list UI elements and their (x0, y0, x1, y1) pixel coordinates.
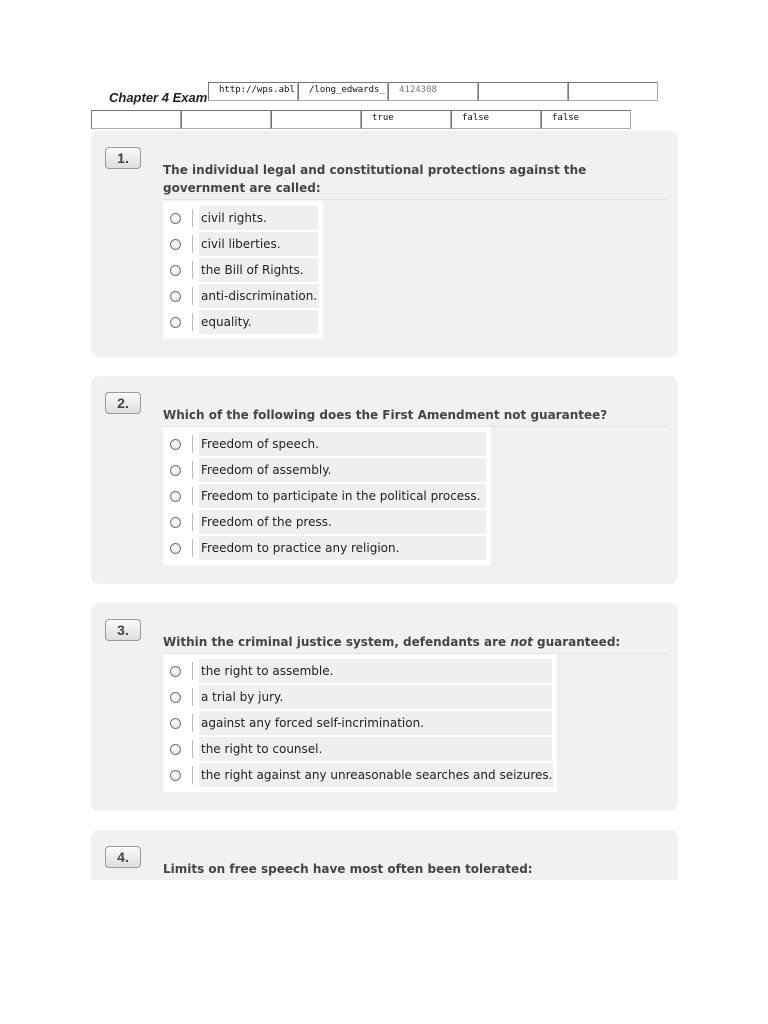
option-label: equality. (199, 310, 318, 334)
question-text-part: Within the criminal justice system, defendants are (163, 635, 511, 649)
radio-button-icon[interactable] (170, 666, 181, 677)
radio-button-icon[interactable] (170, 491, 181, 502)
divider (192, 287, 193, 305)
option-label: Freedom of assembly. (199, 458, 486, 482)
option-row[interactable] (168, 310, 318, 334)
radio-button-icon[interactable] (170, 291, 181, 302)
radio-button-icon[interactable] (170, 265, 181, 276)
radio-button-icon[interactable] (170, 317, 181, 328)
options-list (163, 654, 557, 792)
question-number: 1. (105, 147, 141, 169)
option-label: the Bill of Rights. (199, 258, 318, 282)
option-label: civil liberties. (199, 232, 318, 256)
divider (192, 766, 193, 784)
option-row[interactable] (168, 685, 552, 709)
radio-button-icon[interactable] (170, 770, 181, 781)
option-row[interactable] (168, 432, 486, 456)
option-row[interactable] (168, 737, 552, 761)
option-label: Freedom to participate in the political process. (199, 484, 486, 508)
question-number: 3. (105, 619, 141, 641)
divider (163, 199, 668, 200)
divider (192, 688, 193, 706)
option-label: the right to assemble. (199, 659, 552, 683)
option-label: Freedom of speech. (199, 432, 486, 456)
field-false-1[interactable]: false (451, 110, 541, 129)
question-text: Which of the following does the First Amendment not guarantee? (163, 408, 608, 422)
divider (192, 740, 193, 758)
divider (192, 487, 193, 505)
field-id[interactable]: 4124308 (388, 82, 478, 101)
divider (192, 261, 193, 279)
divider (192, 513, 193, 531)
radio-button-icon[interactable] (170, 543, 181, 554)
option-row[interactable] (168, 659, 552, 683)
option-label: a trial by jury. (199, 685, 552, 709)
radio-button-icon[interactable] (170, 213, 181, 224)
divider (192, 313, 193, 331)
option-label: civil rights. (199, 206, 318, 230)
radio-button-icon[interactable] (170, 744, 181, 755)
field-url-2[interactable]: /long_edwards_ (298, 82, 388, 101)
divider (192, 209, 193, 227)
option-row[interactable] (168, 258, 318, 282)
radio-button-icon[interactable] (170, 439, 181, 450)
question-card-2 (91, 376, 678, 584)
field-blank-3[interactable] (91, 110, 181, 129)
option-label: Freedom to practice any religion. (199, 536, 486, 560)
option-label: the right against any unreasonable searches and seizures. (199, 763, 553, 787)
option-row[interactable] (168, 232, 318, 256)
divider (192, 435, 193, 453)
option-row[interactable] (168, 484, 486, 508)
option-row[interactable] (168, 206, 318, 230)
option-row[interactable] (168, 763, 552, 787)
options-list (163, 427, 491, 565)
divider (192, 662, 193, 680)
question-number: 2. (105, 392, 141, 414)
question-card-4 (91, 830, 678, 880)
question-text: The individual legal and constitutional protections against the government are called: (163, 163, 587, 195)
option-label: anti-discrimination. (199, 284, 319, 308)
question-card-3 (91, 603, 678, 811)
question-text-part: guaranteed: (532, 635, 621, 649)
options-list (163, 201, 323, 339)
divider (192, 714, 193, 732)
field-blank-4[interactable] (181, 110, 271, 129)
field-true[interactable]: true (361, 110, 451, 129)
divider (192, 539, 193, 557)
option-row[interactable] (168, 711, 552, 735)
exam-title: Chapter 4 Exam (109, 90, 208, 105)
divider (192, 235, 193, 253)
option-row[interactable] (168, 284, 318, 308)
question-text: Limits on free speech have most often been tolerated: (163, 862, 533, 876)
field-blank-5[interactable] (271, 110, 361, 129)
field-false-2[interactable]: false (541, 110, 631, 129)
field-url-1[interactable]: http://wps.abl (208, 82, 298, 101)
question-number: 4. (105, 846, 141, 868)
radio-button-icon[interactable] (170, 718, 181, 729)
question-card-1 (91, 131, 678, 357)
divider (192, 461, 193, 479)
question-text (163, 633, 663, 651)
option-row[interactable] (168, 536, 486, 560)
radio-button-icon[interactable] (170, 465, 181, 476)
radio-button-icon[interactable] (170, 517, 181, 528)
question-text-emphasis: not (510, 635, 533, 649)
option-row[interactable] (168, 510, 486, 534)
radio-button-icon[interactable] (170, 692, 181, 703)
field-blank-1[interactable] (478, 82, 568, 101)
option-label: Freedom of the press. (199, 510, 486, 534)
option-label: the right to counsel. (199, 737, 552, 761)
option-label: against any forced self-incrimination. (199, 711, 552, 735)
radio-button-icon[interactable] (170, 239, 181, 250)
option-row[interactable] (168, 458, 486, 482)
field-blank-2[interactable] (568, 82, 658, 101)
